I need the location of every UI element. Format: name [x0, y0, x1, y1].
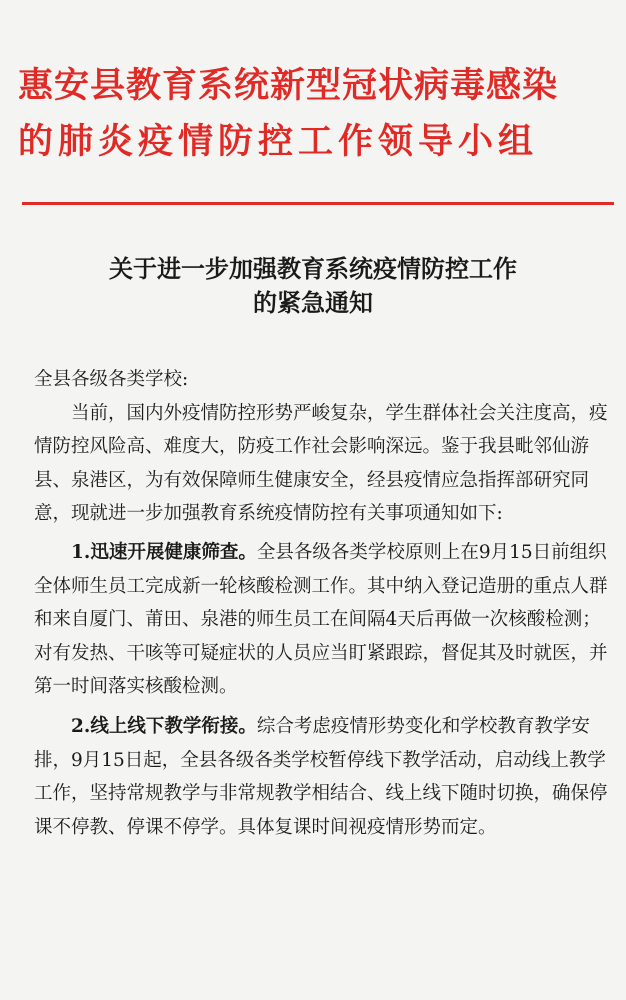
title-line-2: 的紧急通知 — [253, 288, 373, 317]
item-1-text: 全县各级各类学校原则上在9月15日前组织全体师生员工完成新一轮核酸检测工作。其中纳入登记造册的重点人群和来自厦门、莆田、泉港的师生员工在间隔4天后再做一次核酸检测；对有发热、干咳等可疑症状的人员应当盯紧跟踪，督促其及时就医，并第一时间落实核酸检测。 — [34, 541, 608, 698]
item-2-text: 综合考虑疫情形势变化和学校教育教学安排，9月15日起，全县各级各类学校暂停线下教学活动，启动线上教学工作，坚持常规教学与非常规教学相结合、线上线下随时切换，确保停课不停教、停课不停学。具体复课时间视疫情形势而定。 — [34, 715, 608, 838]
item-2-paragraph — [34, 710, 618, 844]
issuing-authority-header — [18, 58, 618, 170]
document-title — [0, 252, 626, 320]
header-line-1: 惠安县教育系统新型冠状病毒感染 — [18, 66, 559, 106]
notice-body — [34, 363, 618, 844]
header-line-2: 的肺炎疫情防控工作领导小组 — [18, 122, 539, 162]
item-1-paragraph — [34, 536, 618, 704]
intro-paragraph: 当前，国内外疫情防控形势严峻复杂，学生群体社会关注度高，疫情防控风险高、难度大，防疫工作社会影响深远。鉴于我县毗邻仙游县、泉港区，为有效保障师生健康安全，经县疫情应急指挥部研究同意，现就进一步加强教育系统疫情防控有关事项通知如下: — [34, 402, 608, 525]
red-divider-rule — [22, 202, 614, 205]
item-1-heading: 1.迅速开展健康筛查。 — [71, 541, 257, 563]
title-line-1: 关于进一步加强教育系统疫情防控工作 — [109, 254, 517, 283]
item-2-heading: 2.线上线下教学衔接。 — [71, 715, 257, 737]
salutation: 全县各级各类学校: — [34, 369, 189, 390]
